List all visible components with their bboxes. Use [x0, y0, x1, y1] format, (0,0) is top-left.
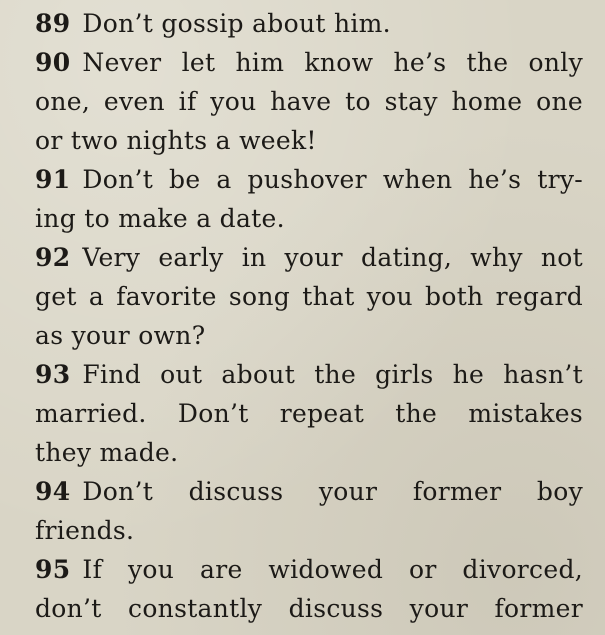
- tip-text: Don’t gossip about him.: [82, 9, 391, 38]
- tip-92: [35, 238, 583, 355]
- tip-line: don’t constantly discuss your former: [35, 594, 583, 623]
- tip-number: 92: [35, 243, 71, 272]
- tip-number: 91: [35, 165, 71, 194]
- tip-text: If you are widowed or divorced,: [82, 555, 583, 584]
- tip-93: [35, 355, 583, 472]
- tip-text: Very early in your dating, why not: [82, 243, 583, 272]
- tip-91: [35, 160, 583, 238]
- tip-number: 95: [35, 555, 71, 584]
- tip-line: [35, 355, 583, 394]
- tip-line: they made.: [35, 438, 179, 467]
- tip-line: or two nights a week!: [35, 126, 317, 155]
- tip-line: as your own?: [35, 321, 206, 350]
- tip-number: 94: [35, 477, 71, 506]
- tip-95: [35, 550, 583, 628]
- tip-line: one, even if you have to stay home one: [35, 87, 583, 116]
- tip-number: 89: [35, 9, 71, 38]
- tip-line: [35, 4, 583, 43]
- tip-line: get a favorite song that you both regard: [35, 282, 583, 311]
- tip-line: [35, 43, 583, 82]
- tip-text: Find out about the girls he hasn’t: [82, 360, 583, 389]
- tip-text: Never let him know he’s the only: [82, 48, 583, 77]
- tip-number: 93: [35, 360, 71, 389]
- tip-89: [35, 4, 583, 43]
- tip-line: married. Don’t repeat the mistakes: [35, 399, 583, 428]
- tip-text: Don’t be a pushover when he’s try-: [82, 165, 583, 194]
- tip-line: [35, 550, 583, 589]
- tip-text: Don’t discuss your former boy: [82, 477, 583, 506]
- tip-line: [35, 472, 583, 511]
- tip-90: [35, 43, 583, 160]
- tip-line: [35, 238, 583, 277]
- tip-line: ing to make a date.: [35, 204, 285, 233]
- tip-line: friends.: [35, 516, 135, 545]
- tip-94: [35, 472, 583, 550]
- tip-number: 90: [35, 48, 71, 77]
- tip-line: [35, 160, 583, 199]
